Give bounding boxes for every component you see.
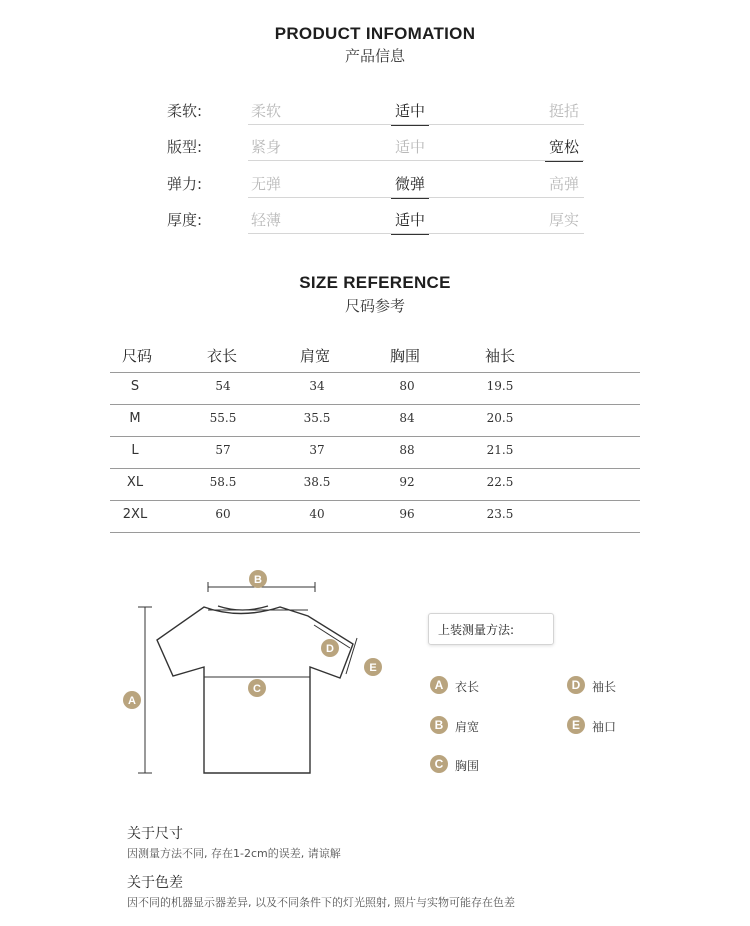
attribute-option-selected: 适中 <box>380 100 440 126</box>
badge-d <box>321 639 339 657</box>
measurement-title-box <box>428 613 554 645</box>
attribute-option: 轻薄 <box>250 211 281 229</box>
attribute-row-divider <box>248 124 584 125</box>
svg-text:A: A <box>128 695 136 707</box>
size-table-rule <box>110 372 640 373</box>
size-value: 22.5 <box>486 475 514 489</box>
size-value: 34 <box>309 379 325 393</box>
legend-badge: D <box>567 676 585 694</box>
svg-text:B: B <box>254 574 262 586</box>
size-value: 37 <box>309 443 325 457</box>
size-value: 54 <box>215 379 231 393</box>
attribute-option: 高弹 <box>548 175 579 193</box>
attribute-option: 柔软 <box>250 102 281 120</box>
legend-label: 袖口 <box>592 720 617 734</box>
tshirt-measurement-diagram <box>110 560 400 790</box>
size-value: 60 <box>215 507 231 521</box>
attribute-row-divider <box>248 160 584 161</box>
attribute-option: 适中 <box>394 138 425 156</box>
badge-e <box>364 658 382 676</box>
attribute-option: 紧身 <box>250 138 281 156</box>
size-value: 19.5 <box>486 379 514 393</box>
size-note-body: 因测量方法不同, 存在1-2cm的误差, 请谅解 <box>127 847 341 860</box>
product-info-subtitle: 产品信息 <box>344 47 405 65</box>
color-note-title: 关于色差 <box>127 875 183 891</box>
legend-badge: A <box>430 676 448 694</box>
size-value: 20.5 <box>486 411 514 425</box>
product-info-title: PRODUCT INFOMATION <box>274 24 476 43</box>
size-value: 92 <box>399 475 415 489</box>
size-reference-title: SIZE REFERENCE <box>299 273 451 292</box>
attribute-option-selected: 适中 <box>380 209 440 235</box>
size-value: 38.5 <box>303 475 331 489</box>
size-table-header: 肩宽 <box>300 347 331 365</box>
badge-a <box>123 691 141 709</box>
svg-text:C: C <box>253 683 261 695</box>
attribute-label: 版型: <box>167 138 203 156</box>
attribute-option: 无弹 <box>250 175 281 193</box>
attribute-row-divider <box>248 233 584 234</box>
size-value: 58.5 <box>209 475 237 489</box>
badge-b <box>249 570 267 588</box>
size-label: M <box>129 411 141 426</box>
attribute-label: 柔软: <box>167 102 203 120</box>
size-value: 88 <box>399 443 415 457</box>
size-note-title: 关于尺寸 <box>127 826 183 842</box>
attribute-row-divider <box>248 197 584 198</box>
attribute-option: 挺括 <box>548 102 579 120</box>
size-value: 57 <box>215 443 231 457</box>
size-table-rule <box>110 532 640 533</box>
size-table-rule <box>110 500 640 501</box>
attribute-option-selected: 微弹 <box>380 173 440 199</box>
size-table-rule <box>110 468 640 469</box>
size-value: 80 <box>399 379 415 393</box>
badge-c <box>248 679 266 697</box>
svg-text:D: D <box>326 643 334 655</box>
legend-label: 袖长 <box>592 680 617 694</box>
tshirt-collar <box>218 606 268 610</box>
legend-label: 胸围 <box>455 759 480 773</box>
size-label: XL <box>126 475 144 490</box>
size-table-header: 胸围 <box>390 347 421 365</box>
svg-text:E: E <box>369 662 377 674</box>
legend-badge: E <box>567 716 585 734</box>
color-note-body: 因不同的机器显示器差异, 以及不同条件下的灯光照射, 照片与实物可能存在色差 <box>127 896 515 909</box>
attribute-label: 厚度: <box>167 211 203 229</box>
attribute-option: 厚实 <box>548 211 579 229</box>
legend-label: 衣长 <box>455 680 480 694</box>
size-label: L <box>131 443 139 458</box>
size-table-header: 袖长 <box>485 347 516 365</box>
attribute-label: 弹力: <box>167 175 203 193</box>
size-table-rule <box>110 404 640 405</box>
size-table-rule <box>110 436 640 437</box>
measurement-title: 上装测量方法: <box>438 623 515 637</box>
attribute-option-selected: 宽松 <box>534 136 594 162</box>
size-label: 2XL <box>122 507 148 522</box>
size-value: 55.5 <box>209 411 237 425</box>
size-reference-subtitle: 尺码参考 <box>344 297 405 315</box>
size-value: 35.5 <box>303 411 331 425</box>
size-value: 23.5 <box>486 507 514 521</box>
size-value: 96 <box>399 507 415 521</box>
size-label: S <box>130 379 140 394</box>
legend-label: 肩宽 <box>455 720 480 734</box>
legend-badge: B <box>430 716 448 734</box>
size-value: 84 <box>399 411 415 425</box>
size-value: 40 <box>309 507 325 521</box>
size-value: 21.5 <box>486 443 514 457</box>
size-table-header: 尺码 <box>122 347 153 365</box>
size-table-header: 衣长 <box>207 347 238 365</box>
legend-badge: C <box>430 755 448 773</box>
